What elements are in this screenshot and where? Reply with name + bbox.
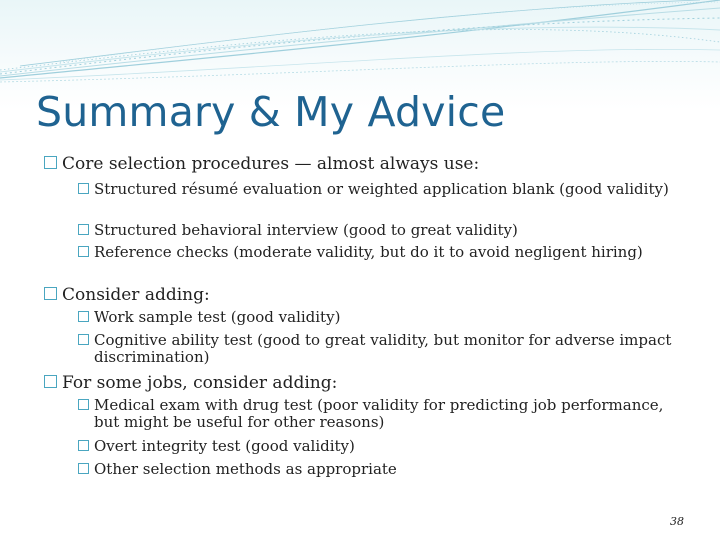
square-bullet-icon: [44, 375, 57, 388]
list-item: [78, 397, 678, 431]
section-heading-some-jobs: [44, 373, 337, 393]
list-item-text: Cognitive ability test (good to great validity, but monitor for adverse impact discrimination): [94, 331, 672, 366]
square-bullet-icon: [78, 334, 89, 345]
list-item-text: Structured behavioral interview (good to great validity): [94, 221, 518, 239]
slide-title: Summary & My Advice: [36, 88, 506, 136]
list-item: [78, 438, 678, 455]
list-item: [78, 309, 678, 326]
section-heading-core: [44, 154, 479, 174]
square-bullet-icon: [78, 246, 89, 257]
list-item-text: Overt integrity test (good validity): [94, 437, 355, 455]
list-item: [78, 332, 678, 366]
section-heading-consider: [44, 285, 210, 305]
list-item-text: Work sample test (good validity): [94, 308, 341, 326]
list-item: [78, 222, 678, 239]
section-heading-text: Consider adding:: [62, 285, 210, 305]
list-item: [78, 244, 678, 261]
list-item: [78, 181, 678, 198]
square-bullet-icon: [78, 311, 89, 322]
list-item: [78, 461, 678, 478]
square-bullet-icon: [44, 287, 57, 300]
square-bullet-icon: [44, 156, 57, 169]
page-number: 38: [670, 515, 684, 528]
square-bullet-icon: [78, 224, 89, 235]
list-item-text: Reference checks (moderate validity, but do it to avoid negligent hiring): [94, 243, 643, 261]
list-item-text: Medical exam with drug test (poor validity for predicting job performance, but might be useful for other reasons): [94, 396, 664, 431]
square-bullet-icon: [78, 183, 89, 194]
square-bullet-icon: [78, 463, 89, 474]
list-item-text: Structured résumé evaluation or weighted application blank (good validity): [94, 180, 669, 198]
list-item-text: Other selection methods as appropriate: [94, 460, 397, 478]
section-heading-text: Core selection procedures — almost always use:: [62, 154, 480, 174]
square-bullet-icon: [78, 399, 89, 410]
square-bullet-icon: [78, 440, 89, 451]
section-heading-text: For some jobs, consider adding:: [62, 373, 338, 393]
